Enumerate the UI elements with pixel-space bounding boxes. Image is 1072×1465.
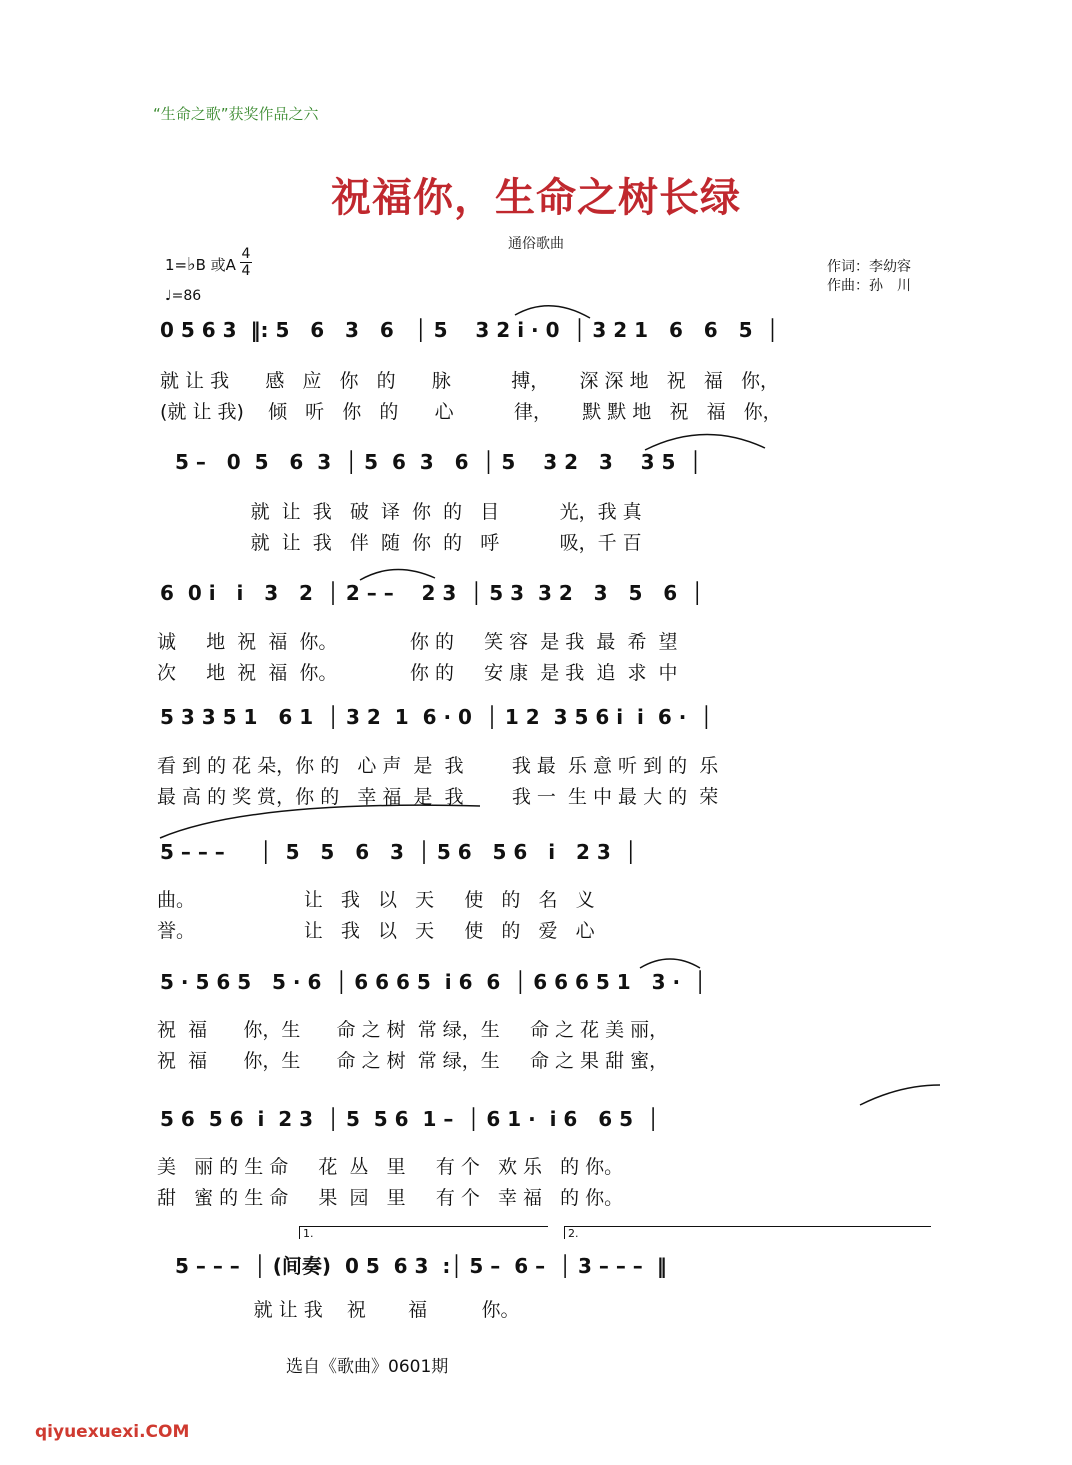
- notation-line-5: 5 – – – │ 5 5 6 3 │ 5 6 5 6 i 2 3 │: [160, 840, 637, 864]
- lyric-line-4b: 最 高 的 奖 赏，你 的 幸 福 是 我 我 一 生 中 最 大 的 荣: [157, 786, 719, 808]
- lyric-line-4a: 看 到 的 花 朵，你 的 心 声 是 我 我 最 乐 意 听 到 的 乐: [157, 755, 719, 777]
- second-ending-label: 2.: [568, 1227, 579, 1240]
- lyric-line-6a: 祝 福 你，生 命 之 树 常 绿，生 命 之 花 美 丽，: [157, 1019, 669, 1041]
- lyric-line-3a: 诚 地 祝 福 你。 你 的 笑 容 是 我 最 希 望: [157, 631, 678, 653]
- slur: [640, 959, 700, 968]
- lyric-line-5b: 誉。 让 我 以 天 使 的 爱 心: [157, 920, 595, 942]
- notation-line-2: 5 – 0 5 6 3 │ 5 6 3 6 │ 5 3 2 3 3 5 │: [175, 450, 702, 474]
- song-title: 祝福你，生命之树长绿: [331, 174, 741, 221]
- site-watermark: qiyuexuexi.COM: [35, 1422, 190, 1442]
- lyric-line-1b: (就 让 我) 倾 听 你 的 心 律， 默 默 地 祝 福 你，: [160, 401, 782, 423]
- source-note: 选自《歌曲》0601期: [286, 1357, 449, 1377]
- notation-line-4: 5 3 3 5 1 6 1 │ 3 2 1 6 · 0 │ 1 2 3 5 6 i i 6 · │: [160, 705, 713, 729]
- lyric-line-7a: 美 丽 的 生 命 花 丛 里 有 个 欢 乐 的 你。: [157, 1156, 624, 1178]
- series-note: “生命之歌”获奖作品之六: [153, 105, 319, 123]
- lyric-line-7b: 甜 蜜 的 生 命 果 园 里 有 个 幸 福 的 你。: [157, 1187, 624, 1209]
- notation-line-6: 5 · 5 6 5 5 · 6 │ 6 6 6 5 i 6 6 │ 6 6 6 5 1 3 · │: [160, 970, 707, 994]
- lyric-line-8a: 就 让 我 祝 福 你。: [157, 1299, 520, 1321]
- flat-sign: ♭: [187, 254, 196, 275]
- slur: [515, 306, 590, 318]
- time-top: 4: [241, 246, 251, 262]
- song-genre: 通俗歌曲: [508, 236, 564, 252]
- first-ending-label: 1.: [303, 1227, 314, 1240]
- time-bottom: 4: [241, 263, 251, 279]
- slur: [360, 569, 435, 580]
- slur: [645, 434, 765, 450]
- lyric-line-6b: 祝 福 你，生 命 之 树 常 绿，生 命 之 果 甜 蜜，: [157, 1050, 669, 1072]
- lyric-line-2a: 就 让 我 破 译 你 的 目 光，我 真: [160, 501, 642, 523]
- lyric-line-3b: 次 地 祝 福 你。 你 的 安 康 是 我 追 求 中: [157, 662, 678, 684]
- key-prefix: 1=: [165, 256, 188, 274]
- slur: [860, 1085, 940, 1105]
- lyric-line-1a: 就 让 我 感 应 你 的 脉 搏， 深 深 地 祝 福 你，: [160, 370, 779, 392]
- notation-line-1: 0 5 6 3 ‖: 5 6 3 6 │ 5 3 2 i · 0 │ 3 2 1 6 6 5 │: [160, 318, 779, 342]
- composer-credit: 作曲：孙 川: [827, 278, 911, 294]
- notation-line-7: 5 6 5 6 i 2 3 │ 5 5 6 1 – │ 6 1 · i 6 6 5 │: [160, 1107, 659, 1131]
- key-suffix: B 或A: [195, 256, 236, 274]
- tempo-marking: ♩=86: [165, 288, 202, 304]
- lyric-line-5a: 曲。 让 我 以 天 使 的 名 义: [157, 889, 595, 911]
- lyric-line-2b: 就 让 我 伴 随 你 的 呼 吸，千 百: [160, 532, 642, 554]
- notation-line-3: 6 0 i i 3 2 │ 2 – – 2 3 │ 5 3 3 2 3 5 6 │: [160, 581, 704, 605]
- slur: [160, 805, 480, 838]
- lyricist-credit: 作词：李幼容: [827, 259, 911, 275]
- notation-line-8: 5 – – – │ (间奏) 0 5 6 3 :│ 5 – 6 – │ 3 – – – ‖: [175, 1254, 667, 1278]
